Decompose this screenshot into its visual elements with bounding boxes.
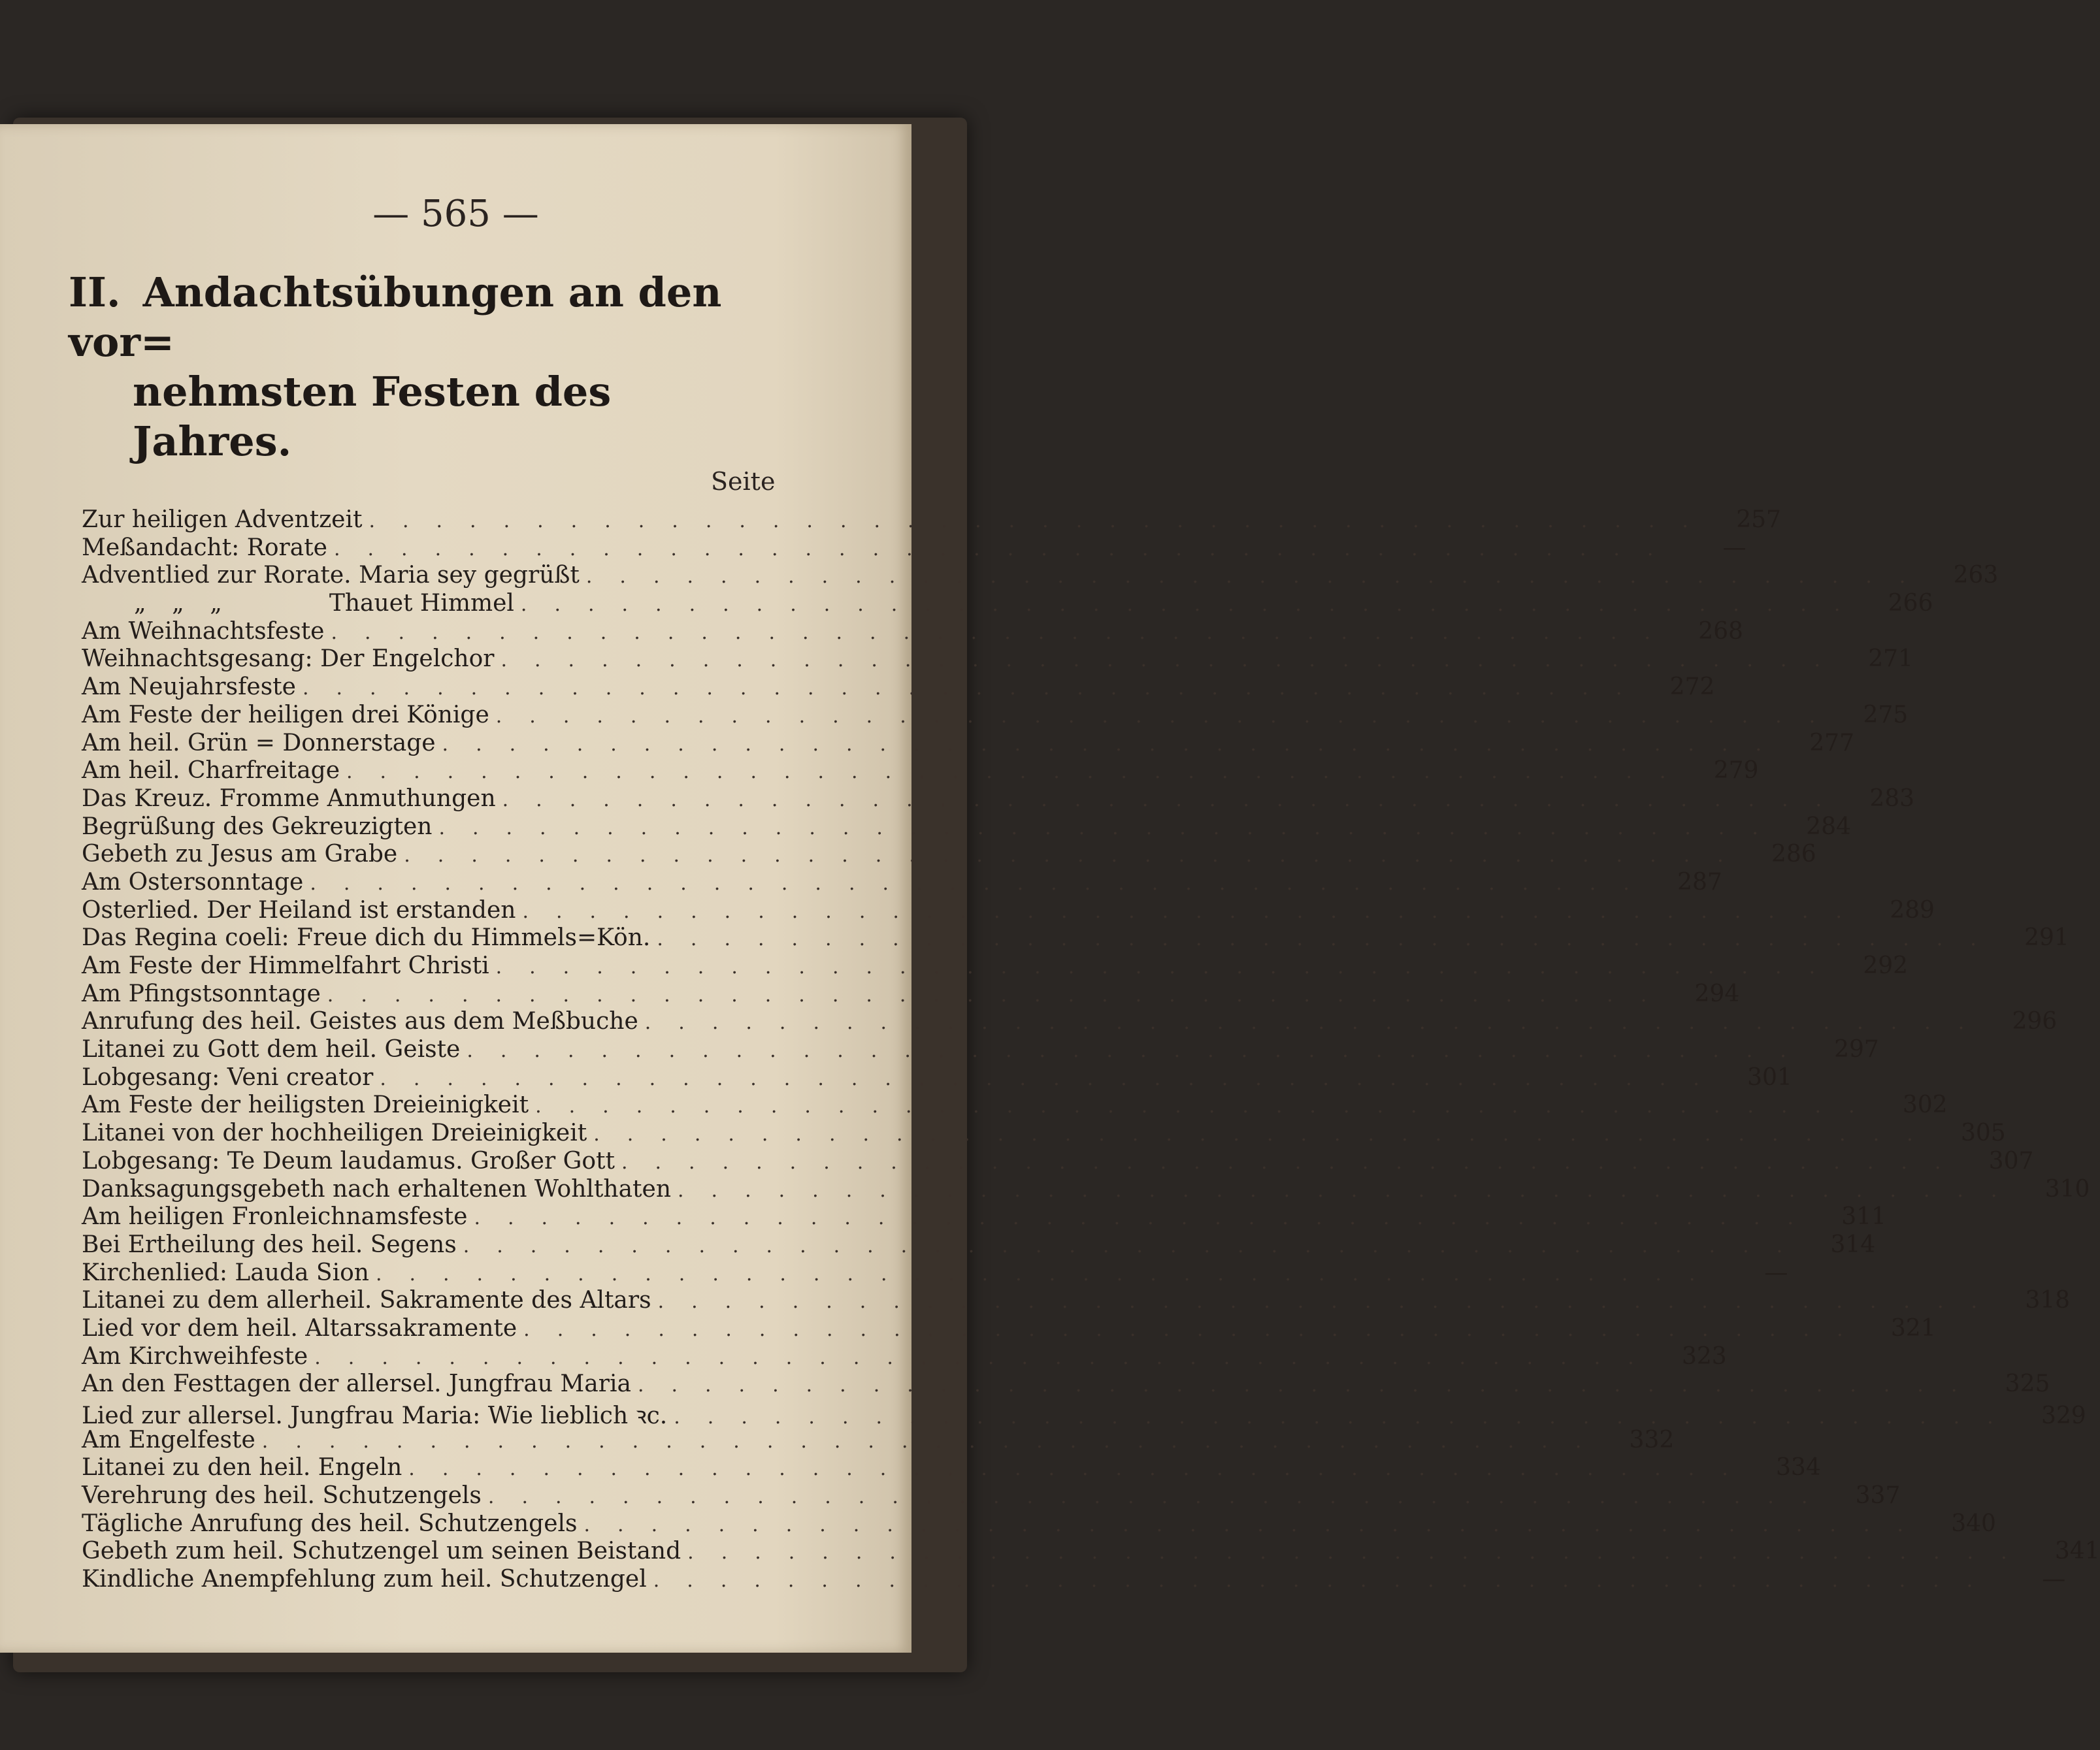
dot-leader <box>327 984 1674 1007</box>
table-of-contents <box>82 506 2100 1594</box>
toc-entry-page: 305 <box>1960 1120 2006 1147</box>
toc-entry-page: — <box>2042 1566 2066 1593</box>
toc-entry-title: Litanei zu dem allerheil. Sakramente des Altars <box>82 1287 651 1314</box>
dot-leader <box>521 593 1867 616</box>
toc-entry-title: Litanei zu den heil. Engeln <box>82 1454 402 1482</box>
toc-entry-page: — <box>1722 534 1747 561</box>
dot-leader <box>621 1151 1968 1174</box>
dot-leader <box>488 1485 1835 1508</box>
toc-entry <box>82 1399 2086 1429</box>
toc-entry-page: 289 <box>1890 896 1935 924</box>
toc-entry <box>82 645 1913 673</box>
section-title-line1: Andachtsübungen an den vor= <box>69 268 722 366</box>
toc-entry-title: „ „ „ <box>134 590 231 617</box>
dot-leader <box>314 1346 1661 1369</box>
toc-entry-title: Am Engelfeste <box>82 1426 255 1453</box>
toc-entry <box>82 1259 1788 1288</box>
dot-leader <box>523 1318 1870 1341</box>
toc-entry <box>82 1482 1901 1510</box>
toc-entry-title: Osterlied. Der Heiland ist erstanden <box>82 896 516 924</box>
toc-entry-title: Tägliche Anrufung des heil. Schutzengels <box>82 1510 578 1537</box>
toc-entry-page: 297 <box>1834 1036 1879 1063</box>
toc-entry-page: 283 <box>1869 785 1915 812</box>
toc-entry-title: Lied zur allersel. Jungfrau Maria: Wie lieblich ꝛc. <box>82 1402 668 1429</box>
toc-entry-title: Am Feste der heiligsten Dreieinigkeit <box>82 1092 529 1119</box>
toc-entry-title: Am heiligen Fronleichnamsfeste <box>82 1203 468 1231</box>
toc-entry-page: 266 <box>1888 590 1933 617</box>
dot-leader <box>262 1430 1609 1453</box>
section-heading <box>69 268 722 466</box>
dot-leader <box>657 928 2003 950</box>
dot-leader <box>463 1235 1810 1257</box>
toc-entry-page: 284 <box>1806 813 1851 840</box>
dot-leader <box>535 1095 1882 1118</box>
dot-leader <box>658 1290 2005 1313</box>
toc-entry-page: 329 <box>2041 1402 2086 1429</box>
dot-leader <box>678 1179 2024 1202</box>
toc-entry-page: 323 <box>1681 1342 1727 1370</box>
toc-entry <box>82 1538 2100 1566</box>
toc-entry-title: Begrüßung des Gekreuzigten <box>82 813 433 840</box>
dot-leader <box>584 1514 1931 1536</box>
toc-entry-title: Am Kirchweihfeste <box>82 1342 308 1370</box>
dot-leader <box>346 760 1693 783</box>
toc-entry-title: Am heil. Grün = Donnerstage <box>82 729 436 756</box>
toc-entry <box>82 506 1781 534</box>
toc-entry <box>82 1510 1996 1538</box>
toc-entry-page: 294 <box>1694 980 1740 1007</box>
toc-entry-title: Kirchenlied: Lauda Sion <box>82 1259 369 1286</box>
toc-entry-page: 341 <box>2054 1538 2100 1565</box>
section-title-line2: nehmsten Festen des Jahres. <box>133 368 612 465</box>
toc-entry <box>82 785 1915 813</box>
toc-entry <box>82 1203 1886 1231</box>
dot-leader <box>474 1207 1820 1229</box>
toc-entry-title: Kindliche Anempfehlung zum heil. Schutzengel <box>82 1566 647 1593</box>
toc-entry-title: Am Neujahrsfeste <box>82 673 296 701</box>
toc-entry-page: 277 <box>1809 729 1854 756</box>
toc-entry-page: 337 <box>1855 1482 1901 1510</box>
toc-entry <box>82 1287 2071 1315</box>
section-number: II. <box>69 268 121 316</box>
toc-entry-page: 263 <box>1953 562 1999 589</box>
toc-entry-page: 334 <box>1776 1454 1821 1482</box>
toc-entry-title: Bei Ertheilung des heil. Segens <box>82 1231 457 1258</box>
toc-entry <box>82 1342 1727 1371</box>
toc-entry <box>82 952 1909 980</box>
toc-entry-title: Lied vor dem heil. Altarssakramente <box>82 1314 517 1342</box>
dot-leader <box>369 510 1715 532</box>
dot-leader <box>380 1067 1726 1090</box>
dot-leader <box>593 1123 1940 1146</box>
toc-entry-title: Gebeth zu Jesus am Grabe <box>82 841 398 868</box>
toc-entry-page: 292 <box>1863 952 1909 979</box>
toc-entry-title: An den Festtagen der allersel. Jungfrau Maria <box>82 1370 631 1398</box>
dot-leader <box>408 1457 1755 1480</box>
dot-leader <box>674 1406 2020 1429</box>
toc-entry-page: 318 <box>2025 1287 2071 1314</box>
dot-leader <box>500 649 1847 672</box>
toc-entry-page: 279 <box>1713 757 1759 785</box>
toc-entry-page: 321 <box>1890 1314 1936 1342</box>
toc-entry <box>82 1454 1821 1482</box>
toc-entry-page: 340 <box>1951 1510 1996 1537</box>
toc-entry-page: 302 <box>1902 1092 1948 1119</box>
toc-entry-title: Litanei von der hochheiligen Dreieinigkeit <box>82 1120 587 1147</box>
toc-entry <box>82 1063 1792 1092</box>
toc-entry <box>82 1008 2058 1036</box>
toc-entry-title: Das Regina coeli: Freue dich du Himmels=Kön. <box>82 924 651 952</box>
toc-entry-title: Am Pfingstsonntage <box>82 980 321 1007</box>
dot-leader <box>442 733 1789 756</box>
dot-leader <box>645 1011 1992 1034</box>
toc-entry-page: 287 <box>1677 868 1722 896</box>
toc-entry <box>82 1120 2006 1148</box>
toc-entry-title: Am Ostersonntage <box>82 868 304 896</box>
toc-entry-page: 275 <box>1863 701 1909 728</box>
toc-entry <box>82 1566 2066 1594</box>
toc-entry <box>82 841 1816 869</box>
dot-leader <box>310 872 1656 895</box>
toc-entry <box>82 673 1715 702</box>
toc-entry-title: Adventlied zur Rorate. Maria sey gegrüßt <box>82 562 580 589</box>
dot-leader <box>586 565 1933 588</box>
toc-entry-page: 311 <box>1841 1203 1886 1231</box>
toc-entry-title: Verehrung des heil. Schutzengels <box>82 1482 482 1510</box>
toc-entry-page: 310 <box>2044 1175 2090 1203</box>
toc-entry-page: 307 <box>1988 1147 2034 1175</box>
toc-entry <box>82 1092 1948 1120</box>
toc-entry-title: Am Feste der heiligen drei Könige <box>82 701 489 728</box>
toc-entry <box>82 1147 2034 1176</box>
page-number: — 565 — <box>372 193 539 235</box>
toc-entry <box>82 1426 1675 1455</box>
toc-entry-title: Lobgesang: Te Deum laudamus. Großer Gott <box>82 1147 615 1175</box>
dot-leader <box>496 705 1843 728</box>
toc-entry-page: 314 <box>1830 1231 1876 1258</box>
toc-entry-page: 272 <box>1669 673 1715 701</box>
toc-entry <box>82 1175 2090 1204</box>
toc-entry <box>82 924 2069 952</box>
dot-leader <box>376 1263 1722 1286</box>
page-column-label: Seite <box>711 467 776 496</box>
toc-entry-page: 301 <box>1747 1063 1792 1091</box>
toc-entry-page: — <box>1764 1259 1788 1286</box>
dot-leader <box>638 1374 1984 1397</box>
toc-entry-page: 268 <box>1698 617 1743 645</box>
toc-entry <box>82 1370 2050 1399</box>
toc-entry-title: Gebeth zum heil. Schutzengel um seinen Beistand <box>82 1538 681 1565</box>
toc-entry <box>82 868 1722 897</box>
toc-entry-title: Danksagungsgebeth nach erhaltenen Wohlthaten <box>82 1175 672 1203</box>
toc-entry <box>82 813 1851 841</box>
dot-leader <box>653 1569 2000 1592</box>
dot-leader <box>687 1541 2034 1564</box>
dot-leader <box>404 844 1750 867</box>
toc-entry-title: Weihnachtsgesang: Der Engelchor <box>82 645 495 673</box>
toc-entry <box>82 980 1740 1009</box>
toc-entry-page: 325 <box>2005 1370 2050 1398</box>
toc-entry-page: 296 <box>2012 1008 2058 1035</box>
toc-entry-title: Am Weihnachtsfeste <box>82 617 325 645</box>
toc-entry-title: Das Kreuz. Fromme Anmuthungen <box>82 785 496 812</box>
dot-leader <box>438 817 1785 839</box>
dot-leader <box>303 677 1649 700</box>
toc-entry-title: Litanei zu Gott dem heil. Geiste <box>82 1036 461 1063</box>
toc-entry <box>82 1314 1936 1343</box>
dot-leader <box>467 1039 1813 1062</box>
toc-entry-title: Am Feste der Himmelfahrt Christi <box>82 952 489 979</box>
toc-entry <box>82 757 1759 785</box>
dot-leader <box>502 788 1849 811</box>
dot-leader <box>522 900 1869 923</box>
toc-entry <box>82 1036 1879 1064</box>
toc-entry-title: Lobgesang: Veni creator <box>82 1063 374 1091</box>
book-page <box>0 124 2100 1653</box>
toc-entry <box>82 729 1854 758</box>
toc-entry-page: 271 <box>1868 645 1913 673</box>
toc-entry <box>82 534 1747 562</box>
toc-entry <box>82 1231 1876 1259</box>
toc-entry-page: 257 <box>1736 506 1781 533</box>
dot-leader <box>334 538 1681 560</box>
toc-entry-title: Am heil. Charfreitage <box>82 757 340 785</box>
toc-entry-page: 291 <box>2024 924 2069 952</box>
toc-entry <box>82 562 1999 590</box>
toc-entry <box>82 701 1909 730</box>
toc-entry-title: Anrufung des heil. Geistes aus dem Meßbuche <box>82 1008 638 1035</box>
toc-entry-title: Meßandacht: Rorate <box>82 534 327 561</box>
toc-entry <box>82 617 1743 646</box>
toc-entry <box>82 896 1935 925</box>
dot-leader <box>331 621 1677 644</box>
toc-entry-page: 332 <box>1629 1426 1675 1453</box>
toc-entry-subtitle: Thauet Himmel <box>329 590 514 617</box>
dot-leader <box>496 956 1843 979</box>
toc-entry-page: 286 <box>1771 841 1816 868</box>
toc-entry-title: Zur heiligen Adventzeit <box>82 506 363 533</box>
toc-entry <box>82 590 1933 618</box>
